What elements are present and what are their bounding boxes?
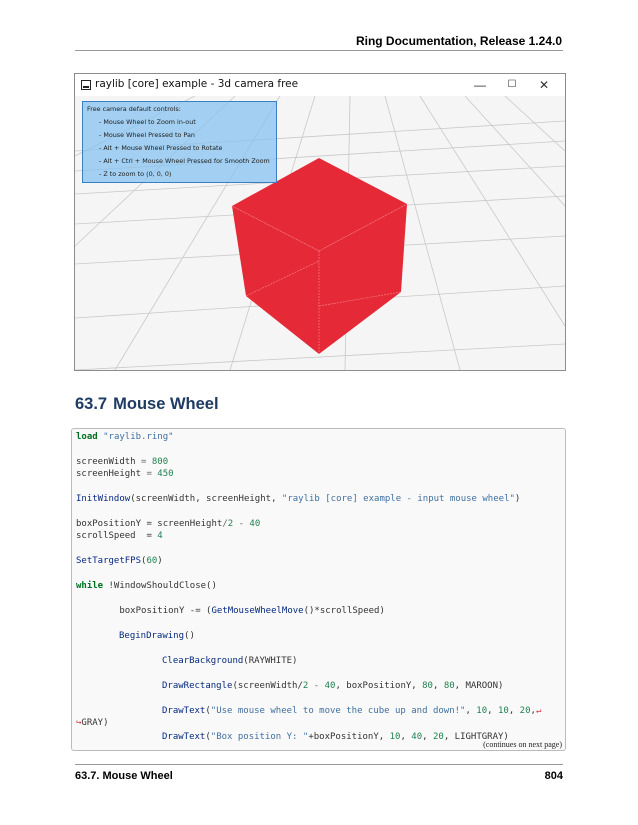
line-wrap-icon: ↵ [535,706,542,716]
code-line: ClearBackground(RAYWHITE) [162,656,298,666]
minimize-button[interactable]: — [474,78,486,92]
controls-line: - Alt + Ctrl + Mouse Wheel Pressed for Smooth Zoom [99,157,270,165]
window-titlebar [75,74,565,96]
camera-controls-panel [82,101,277,183]
code-line: boxPositionY -= (GetMouseWheelMove()*scrollSpeed) [76,606,385,616]
code-line: DrawRectangle(screenWidth/2 - 40, boxPositionY, 80, 80, MAROON) [162,681,504,691]
document-title: Ring Documentation, Release 1.24.0 [355,34,562,48]
page-number: 804 [544,770,563,782]
continuation-icon: ↪ [76,718,82,728]
section-heading [75,395,225,414]
code-line: InitWindow(screenWidth, screenHeight, "raylib [core] example - input mouse wheel") [76,494,521,504]
code-block [71,428,566,751]
header-rule [75,50,563,51]
controls-line: - Alt + Mouse Wheel Pressed to Rotate [99,144,223,152]
code-line: boxPositionY = screenHeight/2 - 40 [76,519,261,529]
section-title: Mouse Wheel [113,395,219,413]
section-number: 63.7 [75,395,108,413]
controls-heading: Free camera default controls: [87,105,181,113]
controls-line: - Mouse Wheel Pressed to Pan [99,131,195,139]
code-line: screenHeight = 450 [76,469,174,479]
controls-line: - Mouse Wheel to Zoom in-out [99,118,196,126]
raylib-app-icon [81,80,91,90]
maximize-button[interactable]: ☐ [507,79,517,90]
code-line: DrawText("Box position Y: "+boxPositionY, 10, 40, 20, LIGHTGRAY) [162,732,509,742]
code-line: while !WindowShouldClose() [76,581,217,591]
controls-line: - Z to zoom to (0, 0, 0) [99,170,172,178]
screenshot-figure [74,73,566,371]
code-line: BeginDrawing() [119,631,195,641]
close-button[interactable]: ✕ [538,78,550,92]
code-line: DrawText("Use mouse wheel to move the cube up and down!", 10, 10, 20,↵ [162,706,542,716]
footer-section: 63.7. Mouse Wheel [75,770,173,782]
code-line: ↪GRAY) [76,718,109,728]
code-line: screenWidth = 800 [76,457,169,467]
code-line: load "raylib.ring" [76,432,174,442]
footer-rule [75,764,563,765]
code-line: scrollSpeed = 4 [76,531,163,541]
continues-note: (continues on next page) [483,740,562,749]
code-line: SetTargetFPS(60) [76,556,163,566]
window-title: raylib [core] example - 3d camera free [95,78,299,90]
